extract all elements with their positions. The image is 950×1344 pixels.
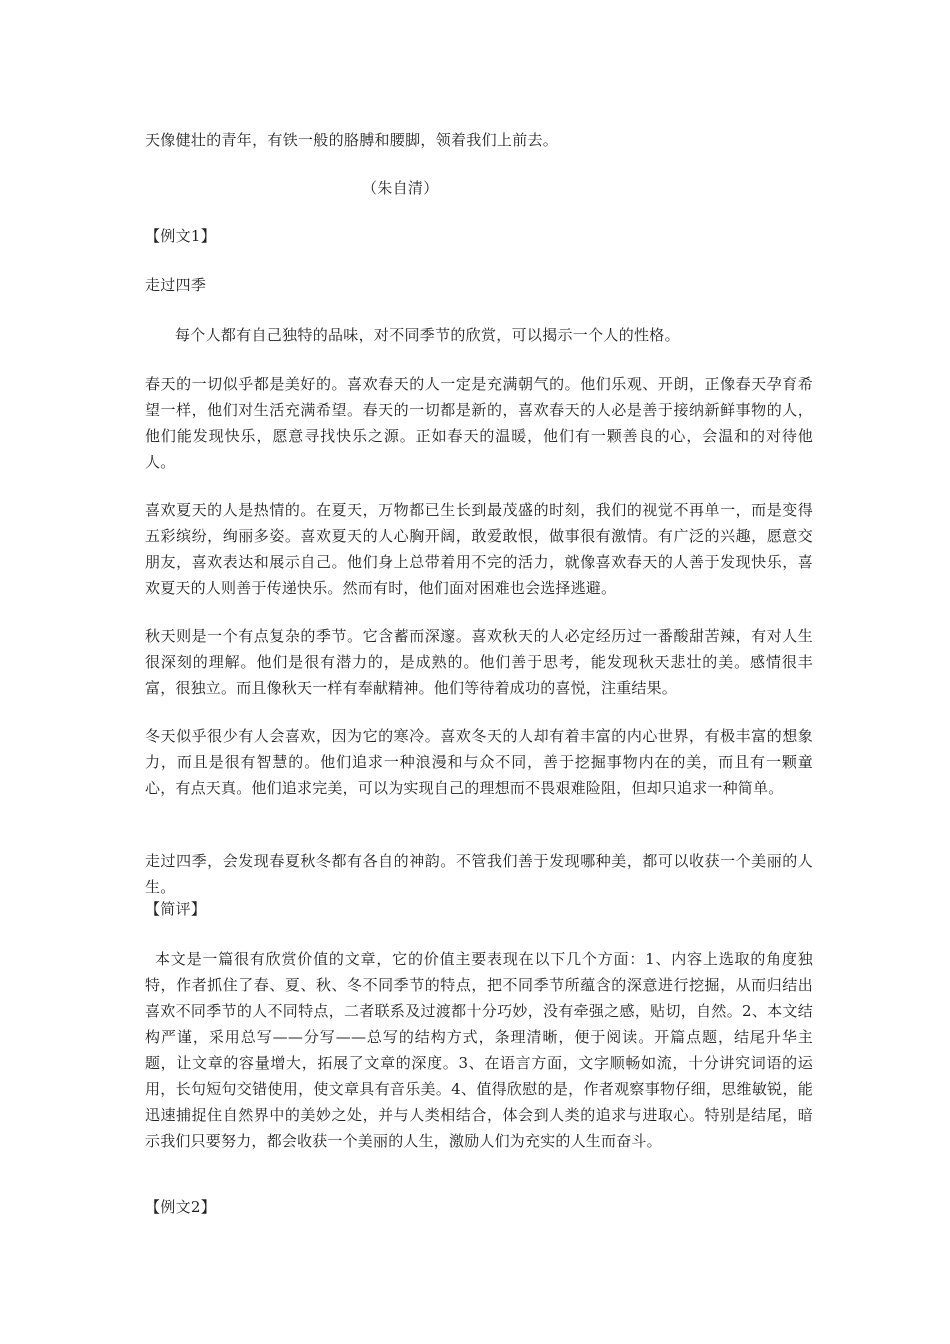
autumn-paragraph: 秋天则是一个有点复杂的季节。它含蓄而深邃。喜欢秋天的人必定经历过一番酸甜苦辣，有对人生很深刻的理解。他们是很有潜力的，是成熟的。他们善于思考，能发现秋天悲壮的美。感情很丰富，很独立。而且像秋天一样有奉献精神。他们等待着成功的喜悦，注重结果。 <box>145 627 813 697</box>
example-1-label: 【例文1】 <box>145 227 217 245</box>
example-2-label: 【例文2】 <box>145 1198 217 1216</box>
attribution: （朱自清） <box>362 179 439 197</box>
conclusion-paragraph: 走过四季，会发现春夏秋冬都有各自的神韵。不管我们善于发现哪种美，都可以收获一个美丽的人生。 <box>145 852 813 896</box>
essay-intro: 每个人都有自己独特的品味，对不同季节的欣赏，可以揭示一个人的性格。 <box>175 326 680 344</box>
comment-label: 【简评】 <box>145 900 207 918</box>
comment-paragraph: 本文是一篇很有欣赏价值的文章，它的价值主要表现在以下几个方面：1、内容上选取的角度独特，作者抓住了春、夏、秋、冬不同季节的特点，把不同季节所蕴含的深意进行挖掘，从而归结出喜欢不同季节的人不同特点，二者联系及过渡都十分巧妙，没有牵强之感，贴切，自然。2、本文结构严谨，采用总写——分写——总写的结构方式，条理清晰，便于阅读。开篇点题，结尾升华主题，让文章的容量增大，拓展了文章的深度。3、在语言方面，文字顺畅如流，十分讲究词语的运用，长句短句交错使用，使文章具有音乐美。4、值得欣慰的是，作者观察事物仔细，思维敏锐，能迅速捕捉住自然界中的美妙之处，并与人类相结合，体会到人类的追求与进取心。特别是结尾，暗示我们只要努力，都会收获一个美丽的人生，激励人们为充实的人生而奋斗。 <box>145 950 813 1150</box>
opening-line: 天像健壮的青年，有铁一般的胳膊和腰脚，领着我们上前去。 <box>145 131 559 149</box>
summer-paragraph: 喜欢夏天的人是热情的。在夏天，万物都已生长到最茂盛的时刻，我们的视觉不再单一，而是变得五彩缤纷，绚丽多姿。喜欢夏天的人心胸开阔，敢爱敢恨，做事很有激情。有广泛的兴趣，愿意交朋友，喜欢表达和展示自己。他们身上总带着用不完的活力，就像喜欢春天的人善于发现快乐，喜欢夏天的人则善于传递快乐。然而有时，他们面对困难也会选择逃避。 <box>145 501 813 597</box>
essay-title: 走过四季 <box>145 276 207 294</box>
winter-paragraph: 冬天似乎很少有人会喜欢，因为它的寒冷。喜欢冬天的人却有着丰富的内心世界，有极丰富的想象力，而且是很有智慧的。他们追求一种浪漫和与众不同，善于挖掘事物内在的美，而且有一颗童心，有点天真。他们追求完美，可以为实现自己的理想而不畏艰难险阻，但却只追求一种简单。 <box>145 727 813 797</box>
spring-paragraph: 春天的一切似乎都是美好的。喜欢春天的人一定是充满朝气的。他们乐观、开朗，正像春天孕育希望一样，他们对生活充满希望。春天的一切都是新的，喜欢春天的人必是善于接纳新鲜事物的人，他们能发现快乐，愿意寻找快乐之源。正如春天的温暖，他们有一颗善良的心，会温和的对待他人。 <box>145 375 813 471</box>
